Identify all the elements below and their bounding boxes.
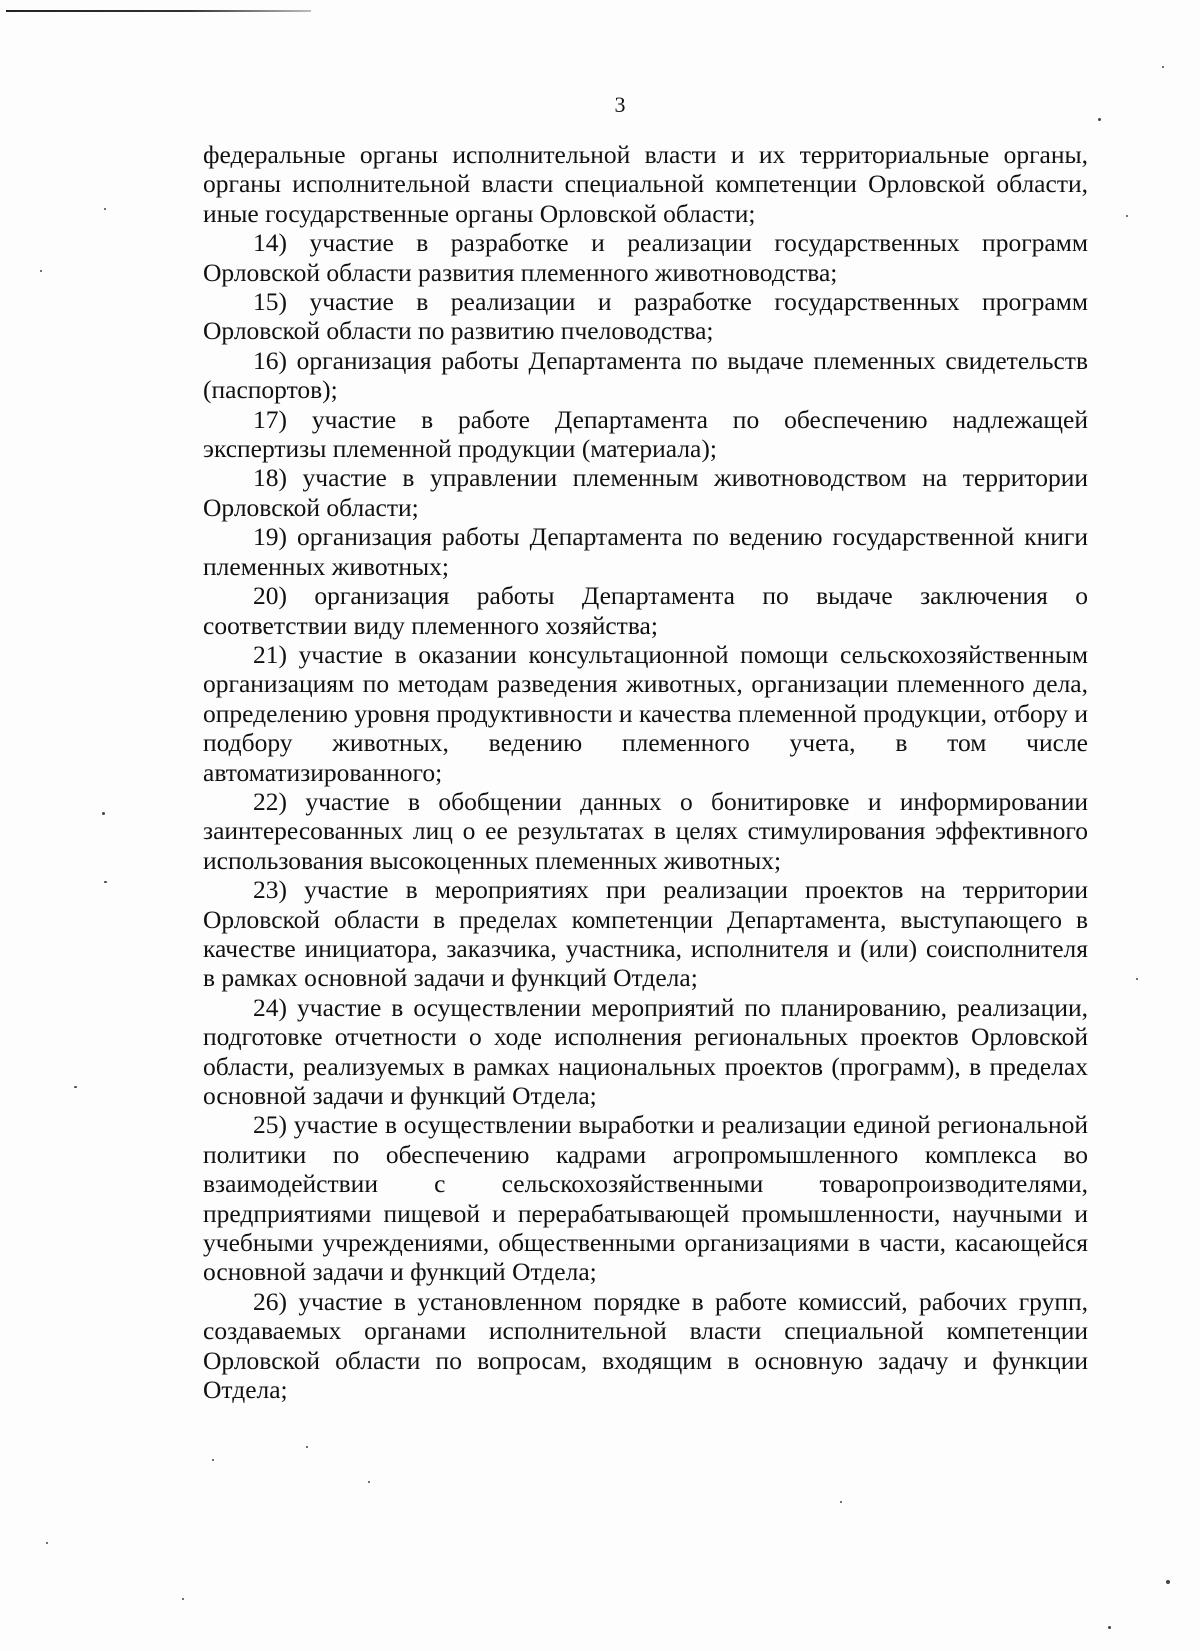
paragraph-item-26: 26) участие в установленном порядке в работе комиссий, рабочих групп, создаваемых органами исполнительной власти специальной компетенции Орловской области по вопросам, входящим в основную задачу и функции Отдела; bbox=[203, 1286, 1088, 1405]
scan-speck bbox=[1162, 66, 1164, 68]
scan-speck bbox=[1126, 215, 1128, 217]
paragraph-item-19: 19) организация работы Департамента по ведению государственной книги племенных животных; bbox=[203, 522, 1088, 581]
scan-speck bbox=[40, 270, 42, 272]
scan-speck bbox=[74, 1086, 77, 1088]
paragraph-item-25: 25) участие в осуществлении выработки и реализации единой региональной политики по обеспечению кадрами агропромышленного комплекса во взаимодействии с сельскохозяйственными товаропроизводителями, предприятиями пищевой и перерабатывающей промышленности, научными и учебными учреждениями, общественными организациями в части, касающейся основной задачи и функций Отдела; bbox=[203, 1110, 1088, 1287]
scan-speck bbox=[306, 1446, 308, 1448]
scan-speck bbox=[368, 1481, 370, 1483]
page-number: 3 bbox=[614, 92, 626, 117]
scan-speck bbox=[1166, 1580, 1170, 1584]
document-body bbox=[203, 140, 1088, 1404]
scan-speck bbox=[46, 1542, 48, 1544]
paragraph-item-16: 16) организация работы Департамента по выдаче племенных свидетельств (паспортов); bbox=[203, 345, 1088, 405]
scan-speck bbox=[102, 812, 105, 815]
scan-speck bbox=[1136, 978, 1138, 980]
paragraph-item-22: 22) участие в обобщении данных о бонитировке и информировании заинтересованных лиц о ее результатах в целях стимулирования эффективного использования высокоценных племенных животных; bbox=[203, 786, 1088, 875]
scan-speck bbox=[1098, 118, 1101, 121]
paragraph-item-23: 23) участие в мероприятиях при реализации проектов на территории Орловской области в пределах компетенции Департамента, выступающего в качестве инициатора, заказчика, участника, исполнителя и (или) соисполнителя в рамках основной задачи и функций Отдела; bbox=[203, 875, 1088, 993]
scan-speck bbox=[1108, 1626, 1111, 1629]
paragraph-item-18: 18) участие в управлении племенным животноводством на территории Орловской области; bbox=[203, 463, 1088, 522]
scan-speck bbox=[212, 1459, 214, 1461]
paragraph-item-20: 20) организация работы Департамента по выдаче заключения о соответствии виду племенного хозяйства; bbox=[203, 581, 1088, 640]
scan-speck bbox=[104, 881, 107, 883]
scan-speck bbox=[182, 1598, 184, 1600]
scan-edge-line bbox=[6, 10, 311, 12]
paragraph-item-17: 17) участие в работе Департамента по обеспечению надлежащей экспертизы племенной продукции (материала); bbox=[203, 404, 1088, 464]
paragraph-continuation: федеральные органы исполнительной власти и их территориальные органы, органы исполнительной власти специальной компетенции Орловской области, иные государственные органы Орловской области; bbox=[203, 140, 1088, 228]
scan-speck bbox=[104, 208, 106, 210]
scan-speck bbox=[840, 1501, 842, 1503]
paragraph-item-24: 24) участие в осуществлении мероприятий по планированию, реализации, подготовке отчетности о ходе исполнения региональных проектов Орловской области, реализуемых в рамках национальных проектов (программ), в пределах основной задачи и функций Отдела; bbox=[203, 992, 1088, 1110]
paragraph-item-14: 14) участие в разработке и реализации государственных программ Орловской области развития племенного животноводства; bbox=[203, 228, 1088, 287]
paragraph-item-21: 21) участие в оказании консультационной помощи сельскохозяйственным организациям по методам разведения животных, организации племенного дела, определению уровня продуктивности и качества племенной продукции, отбору и подбору животных, ведению племенного учета, в том числе автоматизированного; bbox=[203, 639, 1088, 787]
paragraph-item-15: 15) участие в реализации и разработке государственных программ Орловской области по развитию пчеловодства; bbox=[203, 287, 1088, 346]
